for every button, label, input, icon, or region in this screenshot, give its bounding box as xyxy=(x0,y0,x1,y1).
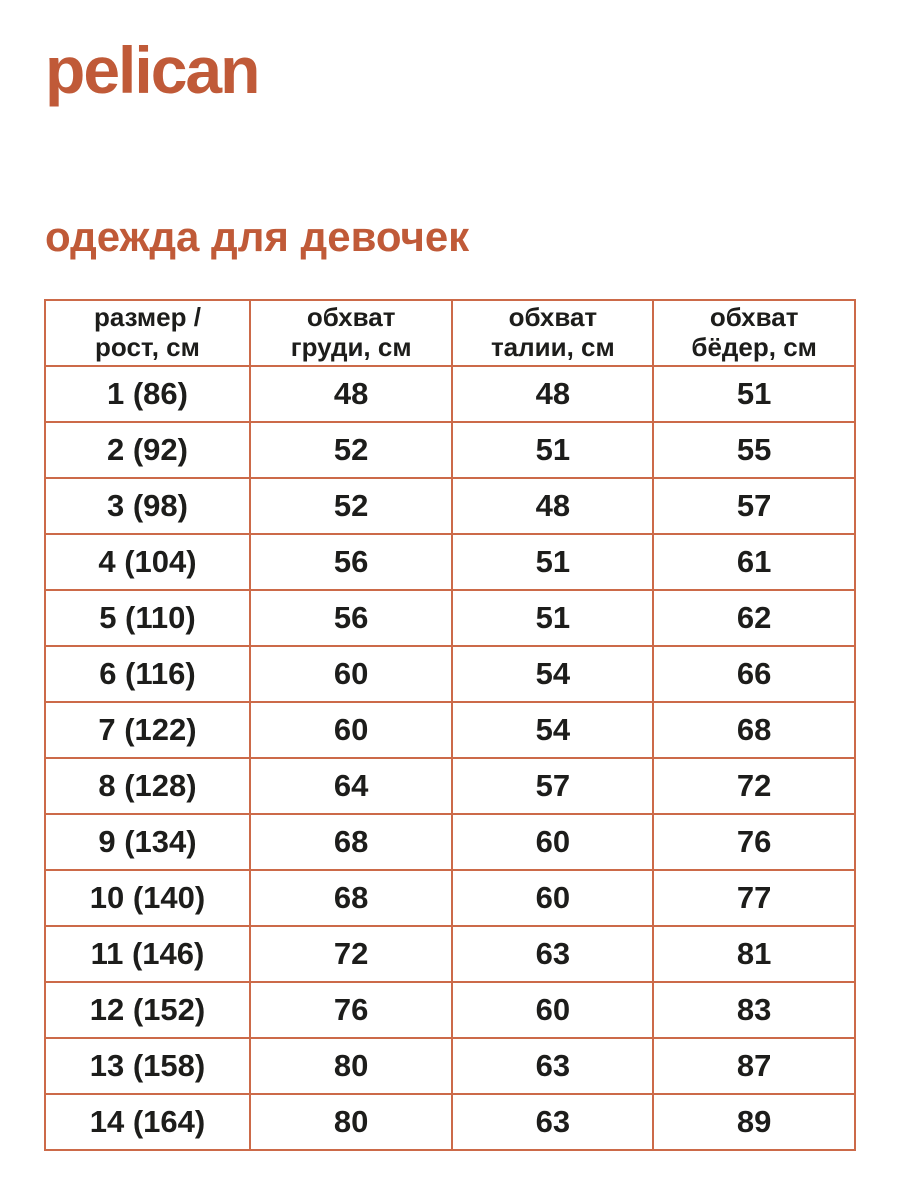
table-row xyxy=(45,646,855,702)
measurement-cell: 51 xyxy=(452,534,653,590)
measurement-cell: 57 xyxy=(452,758,653,814)
size-cell: 4 (104) xyxy=(45,534,250,590)
measurement-cell: 76 xyxy=(250,982,453,1038)
table-row xyxy=(45,926,855,982)
size-cell: 12 (152) xyxy=(45,982,250,1038)
measurement-cell: 51 xyxy=(452,422,653,478)
measurement-cell: 56 xyxy=(250,534,453,590)
table-row xyxy=(45,1038,855,1094)
measurement-cell: 55 xyxy=(653,422,855,478)
measurement-cell: 51 xyxy=(452,590,653,646)
size-cell: 11 (146) xyxy=(45,926,250,982)
size-cell: 3 (98) xyxy=(45,478,250,534)
measurement-cell: 68 xyxy=(653,702,855,758)
table-row xyxy=(45,758,855,814)
column-header xyxy=(45,300,250,366)
size-cell: 13 (158) xyxy=(45,1038,250,1094)
pelican-logo: pelican xyxy=(45,33,259,107)
column-header-line2: талии, см xyxy=(490,332,615,362)
measurement-cell: 54 xyxy=(452,702,653,758)
table-row xyxy=(45,1094,855,1150)
measurement-cell: 64 xyxy=(250,758,453,814)
measurement-cell: 62 xyxy=(653,590,855,646)
measurement-cell: 52 xyxy=(250,422,453,478)
measurement-cell: 48 xyxy=(452,366,653,422)
column-header xyxy=(653,300,855,366)
size-cell: 5 (110) xyxy=(45,590,250,646)
measurement-cell: 76 xyxy=(653,814,855,870)
measurement-cell: 81 xyxy=(653,926,855,982)
table-header-row xyxy=(45,300,855,366)
column-header-line1: обхват xyxy=(306,302,396,333)
table-row xyxy=(45,534,855,590)
table-row xyxy=(45,982,855,1038)
measurement-cell: 89 xyxy=(653,1094,855,1150)
measurement-cell: 60 xyxy=(452,982,653,1038)
measurement-cell: 63 xyxy=(452,1094,653,1150)
measurement-cell: 57 xyxy=(653,478,855,534)
measurement-cell: 72 xyxy=(250,926,453,982)
measurement-cell: 72 xyxy=(653,758,855,814)
measurement-cell: 63 xyxy=(452,1038,653,1094)
size-cell: 6 (116) xyxy=(45,646,250,702)
measurement-cell: 60 xyxy=(452,870,653,926)
measurement-cell: 60 xyxy=(250,646,453,702)
table-row xyxy=(45,422,855,478)
column-header-line1: размер / xyxy=(93,302,201,333)
size-table xyxy=(44,299,856,1151)
size-cell: 14 (164) xyxy=(45,1094,250,1150)
column-header xyxy=(452,300,653,366)
column-header-line2: бёдер, см xyxy=(691,332,817,362)
column-header-line2: груди, см xyxy=(290,332,412,362)
measurement-cell: 80 xyxy=(250,1094,453,1150)
size-cell: 8 (128) xyxy=(45,758,250,814)
measurement-cell: 68 xyxy=(250,870,453,926)
size-cell: 9 (134) xyxy=(45,814,250,870)
table-row xyxy=(45,870,855,926)
measurement-cell: 60 xyxy=(452,814,653,870)
measurement-cell: 68 xyxy=(250,814,453,870)
column-header-line1: обхват xyxy=(508,302,598,333)
size-cell: 10 (140) xyxy=(45,870,250,926)
size-cell: 7 (122) xyxy=(45,702,250,758)
measurement-cell: 83 xyxy=(653,982,855,1038)
measurement-cell: 80 xyxy=(250,1038,453,1094)
measurement-cell: 48 xyxy=(250,366,453,422)
measurement-cell: 52 xyxy=(250,478,453,534)
measurement-cell: 54 xyxy=(452,646,653,702)
table-row xyxy=(45,814,855,870)
measurement-cell: 51 xyxy=(653,366,855,422)
page-title: одежда для девочек xyxy=(45,213,470,260)
column-header xyxy=(250,300,453,366)
measurement-cell: 63 xyxy=(452,926,653,982)
column-header-line1: обхват xyxy=(709,302,799,333)
measurement-cell: 77 xyxy=(653,870,855,926)
measurement-cell: 87 xyxy=(653,1038,855,1094)
measurement-cell: 48 xyxy=(452,478,653,534)
table-row xyxy=(45,590,855,646)
measurement-cell: 61 xyxy=(653,534,855,590)
table-row xyxy=(45,478,855,534)
size-cell: 1 (86) xyxy=(45,366,250,422)
table-row xyxy=(45,366,855,422)
measurement-cell: 60 xyxy=(250,702,453,758)
size-cell: 2 (92) xyxy=(45,422,250,478)
table-row xyxy=(45,702,855,758)
column-header-line2: рост, см xyxy=(95,332,200,362)
measurement-cell: 66 xyxy=(653,646,855,702)
measurement-cell: 56 xyxy=(250,590,453,646)
